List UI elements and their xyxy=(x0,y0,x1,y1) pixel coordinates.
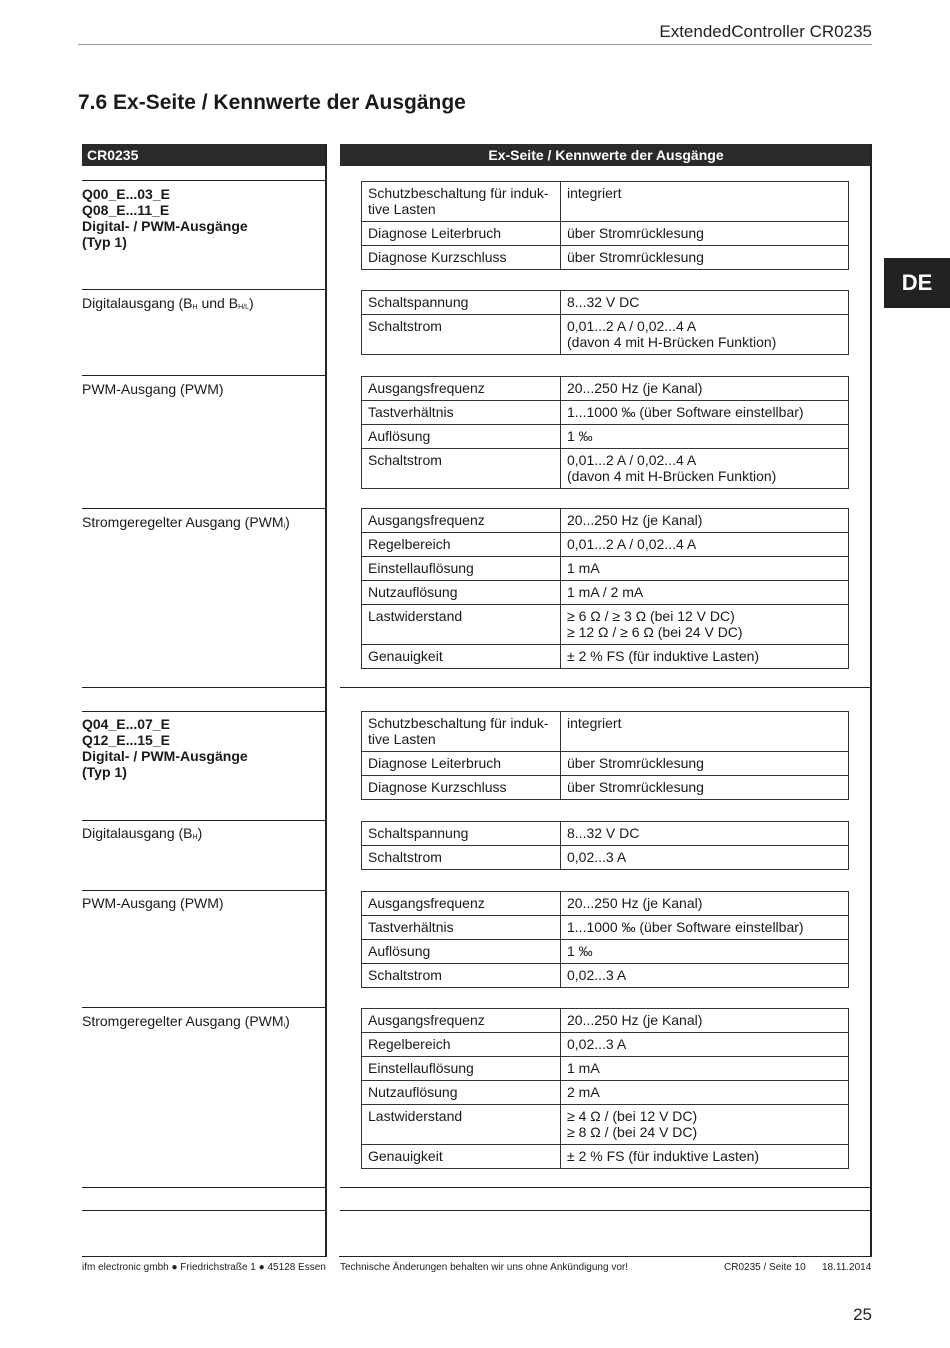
table-row xyxy=(362,401,849,425)
cell-line: (davon 4 mit H-Brücken Funktion) xyxy=(567,334,777,350)
cell-line: 1...1000 ‰ (über Software einstellbar) xyxy=(567,919,804,935)
cell-line: 8...32 V DC xyxy=(567,825,640,841)
spec-key xyxy=(362,1105,561,1145)
spec-value xyxy=(561,605,849,645)
cell-line: tive Lasten xyxy=(368,201,436,217)
spec-key xyxy=(362,752,561,776)
group-label-line: Q04_E...07_E xyxy=(82,716,170,732)
group-label-line: (Typ 1) xyxy=(82,234,127,250)
footer-company: ifm electronic gmbh ● Friedrichstraße 1 ● 45128 Essen xyxy=(82,1262,326,1273)
group-rule xyxy=(82,508,326,509)
spec-value xyxy=(561,1145,849,1169)
cell-line: Einstellauflösung xyxy=(368,1060,474,1076)
cell-line: über Stromrücklesung xyxy=(567,755,704,771)
spec-key xyxy=(362,822,561,846)
table-bottom-left xyxy=(82,1256,327,1257)
cell-line: 1 mA xyxy=(567,560,600,576)
cell-line: ≥ 12 Ω / ≥ 6 Ω (bei 24 V DC) xyxy=(567,624,743,640)
cell-line: Ausgangsfrequenz xyxy=(368,512,485,528)
group-rule xyxy=(82,180,326,181)
spec-table xyxy=(361,1008,849,1169)
spec-key xyxy=(362,246,561,270)
spec-key xyxy=(362,425,561,449)
group-rule xyxy=(82,711,326,712)
spec-key xyxy=(362,315,561,355)
cell-line: ≥ 6 Ω / ≥ 3 Ω (bei 12 V DC) xyxy=(567,608,735,624)
cell-line: (davon 4 mit H-Brücken Funktion) xyxy=(567,468,777,484)
spec-key xyxy=(362,581,561,605)
table-row xyxy=(362,822,849,846)
cell-line: Ausgangsfrequenz xyxy=(368,895,485,911)
table-row xyxy=(362,846,849,870)
spec-value xyxy=(561,916,849,940)
cell-line: Ausgangsfrequenz xyxy=(368,1012,485,1028)
cell-line: Schaltstrom xyxy=(368,967,442,983)
section-rule xyxy=(340,687,871,688)
group-label-line: Digital- / PWM-Ausgänge xyxy=(82,218,248,234)
cell-line: Schutzbeschaltung für induk- xyxy=(368,715,549,731)
table-row xyxy=(362,449,849,489)
cell-line: 20...250 Hz (je Kanal) xyxy=(567,1012,703,1028)
spec-key xyxy=(362,291,561,315)
cell-line: integriert xyxy=(567,185,622,201)
spec-key xyxy=(362,605,561,645)
group-label xyxy=(82,716,322,780)
cell-line: 0,01...2 A / 0,02...4 A xyxy=(567,536,697,552)
table-row xyxy=(362,1009,849,1033)
cell-line: ≥ 8 Ω / (bei 24 V DC) xyxy=(567,1124,698,1140)
cell-line: Genauigkeit xyxy=(368,1148,443,1164)
cell-line: Ausgangsfrequenz xyxy=(368,380,485,396)
spec-key xyxy=(362,222,561,246)
table-row xyxy=(362,940,849,964)
spec-table xyxy=(361,508,849,669)
spec-key xyxy=(362,509,561,533)
cell-line: über Stromrücklesung xyxy=(567,779,704,795)
footer-page-ref: CR0235 / Seite 10 xyxy=(724,1262,806,1273)
cell-line: ± 2 % FS (für induktive Lasten) xyxy=(567,1148,760,1164)
spec-value xyxy=(561,964,849,988)
group-rule xyxy=(82,890,326,891)
table-header-right: Ex-Seite / Kennwerte der Ausgänge xyxy=(340,144,872,166)
cell-line: tive Lasten xyxy=(368,731,436,747)
cell-line: 20...250 Hz (je Kanal) xyxy=(567,380,703,396)
cell-line: Schaltstrom xyxy=(368,452,442,468)
spec-value xyxy=(561,846,849,870)
spec-table xyxy=(361,376,849,489)
cell-line: Schaltstrom xyxy=(368,849,442,865)
spec-table xyxy=(361,290,849,355)
group-rule xyxy=(82,289,326,290)
spec-value xyxy=(561,822,849,846)
cell-line: Auflösung xyxy=(368,943,431,959)
cell-line: Schaltstrom xyxy=(368,318,442,334)
cell-line: Lastwiderstand xyxy=(368,608,463,624)
spec-table xyxy=(361,891,849,988)
group-rule xyxy=(82,1187,326,1188)
spec-value xyxy=(561,246,849,270)
table-row xyxy=(362,557,849,581)
spec-key xyxy=(362,1057,561,1081)
table-row xyxy=(362,581,849,605)
group-label-line: Digital- / PWM-Ausgänge xyxy=(82,748,248,764)
spec-key xyxy=(362,846,561,870)
spec-value xyxy=(561,377,849,401)
spec-value xyxy=(561,449,849,489)
cell-line: 20...250 Hz (je Kanal) xyxy=(567,895,703,911)
spec-value xyxy=(561,892,849,916)
group-rule xyxy=(82,820,326,821)
cell-line: Auflösung xyxy=(368,428,431,444)
header-rule xyxy=(78,44,872,45)
spec-value xyxy=(561,940,849,964)
group-label-line: Q12_E...15_E xyxy=(82,732,170,748)
table-row xyxy=(362,425,849,449)
table-row xyxy=(362,182,849,222)
table-row xyxy=(362,752,849,776)
cell-line: 0,02...3 A xyxy=(567,849,627,865)
language-tab[interactable]: DE xyxy=(884,258,950,308)
table-row xyxy=(362,377,849,401)
cell-line: Lastwiderstand xyxy=(368,1108,463,1124)
spec-key xyxy=(362,533,561,557)
spec-key xyxy=(362,645,561,669)
cell-line: Schaltspannung xyxy=(368,294,469,310)
group-label xyxy=(82,186,322,250)
spec-key xyxy=(362,1009,561,1033)
cell-line: Schaltspannung xyxy=(368,825,469,841)
spec-key xyxy=(362,776,561,800)
table-row xyxy=(362,291,849,315)
spec-value xyxy=(561,509,849,533)
spec-key xyxy=(362,182,561,222)
group-label-line: (Typ 1) xyxy=(82,764,127,780)
cell-line: Diagnose Leiterbruch xyxy=(368,755,502,771)
table-row xyxy=(362,509,849,533)
cell-line: über Stromrücklesung xyxy=(567,249,704,265)
cell-line: Nutzauflösung xyxy=(368,1084,458,1100)
spec-table xyxy=(361,711,849,800)
spec-value xyxy=(561,222,849,246)
table-row xyxy=(362,222,849,246)
cell-line: Diagnose Kurzschluss xyxy=(368,249,507,265)
column-divider-right xyxy=(870,144,872,1257)
table-row xyxy=(362,1145,849,1169)
table-row xyxy=(362,315,849,355)
cell-line: 0,02...3 A xyxy=(567,967,627,983)
spec-value xyxy=(561,182,849,222)
spec-key xyxy=(362,940,561,964)
table-bottom-right xyxy=(339,1256,872,1257)
group-label: Stromgeregelter Ausgang $(PWM_i)$ xyxy=(82,514,290,530)
group-label: PWM-Ausgang (PWM) xyxy=(82,895,224,911)
group-label: PWM-Ausgang (PWM) xyxy=(82,381,224,397)
cell-line: 1 ‰ xyxy=(567,428,593,444)
spec-key xyxy=(362,401,561,425)
spec-value xyxy=(561,1009,849,1033)
table-row xyxy=(362,964,849,988)
cell-line: Regelbereich xyxy=(368,536,451,552)
group-rule xyxy=(82,687,326,688)
cell-line: Tastverhältnis xyxy=(368,404,454,420)
table-row xyxy=(362,1105,849,1145)
cell-line: Schutzbeschaltung für induk- xyxy=(368,185,549,201)
spec-value xyxy=(561,712,849,752)
column-divider-left xyxy=(325,144,327,1257)
cell-line: über Stromrücklesung xyxy=(567,225,704,241)
spec-value xyxy=(561,557,849,581)
spec-key xyxy=(362,557,561,581)
spec-value xyxy=(561,776,849,800)
table-row xyxy=(362,533,849,557)
spec-value xyxy=(561,1057,849,1081)
cell-line: Diagnose Leiterbruch xyxy=(368,225,502,241)
cell-line: Tastverhältnis xyxy=(368,919,454,935)
cell-line: ≥ 4 Ω / (bei 12 V DC) xyxy=(567,1108,698,1124)
table-row xyxy=(362,712,849,752)
cell-line: Nutzauflösung xyxy=(368,584,458,600)
table-row xyxy=(362,645,849,669)
spec-key xyxy=(362,1033,561,1057)
spec-key xyxy=(362,916,561,940)
cell-line: ± 2 % FS (für induktive Lasten) xyxy=(567,648,760,664)
spec-value xyxy=(561,581,849,605)
table-row xyxy=(362,1033,849,1057)
spec-value xyxy=(561,315,849,355)
spec-key xyxy=(362,712,561,752)
cell-line: 0,01...2 A / 0,02...4 A xyxy=(567,318,697,334)
section-title: 7.6 Ex-Seite / Kennwerte der Ausgänge xyxy=(78,91,466,114)
group-label: Digitalausgang ($B_H$ und $B_{H/L}$) xyxy=(82,295,254,311)
cell-line: 8...32 V DC xyxy=(567,294,640,310)
table-row xyxy=(362,776,849,800)
table-row xyxy=(362,916,849,940)
group-rule xyxy=(82,1210,326,1211)
group-rule xyxy=(82,1007,326,1008)
spec-table xyxy=(361,181,849,270)
spec-value xyxy=(561,752,849,776)
spec-value xyxy=(561,1081,849,1105)
spec-key xyxy=(362,377,561,401)
table-header-left: CR0235 xyxy=(82,144,326,166)
footer-notice: Technische Änderungen behalten wir uns ohne Ankündigung vor! xyxy=(340,1262,628,1273)
table-row xyxy=(362,605,849,645)
spec-value xyxy=(561,425,849,449)
spec-value xyxy=(561,291,849,315)
cell-line: 2 mA xyxy=(567,1084,600,1100)
cell-line: 1 mA xyxy=(567,1060,600,1076)
spec-value xyxy=(561,645,849,669)
spec-value xyxy=(561,401,849,425)
cell-line: 1...1000 ‰ (über Software einstellbar) xyxy=(567,404,804,420)
cell-line: 0,01...2 A / 0,02...4 A xyxy=(567,452,697,468)
group-label-line: Q00_E...03_E xyxy=(82,186,170,202)
group-label: Stromgeregelter Ausgang $(PWM_i)$ xyxy=(82,1013,290,1029)
spec-value xyxy=(561,1105,849,1145)
cell-line: Diagnose Kurzschluss xyxy=(368,779,507,795)
cell-line: 1 ‰ xyxy=(567,943,593,959)
cell-line: 1 mA / 2 mA xyxy=(567,584,644,600)
spec-key xyxy=(362,1081,561,1105)
table-row xyxy=(362,1057,849,1081)
spec-key xyxy=(362,964,561,988)
cell-line: 20...250 Hz (je Kanal) xyxy=(567,512,703,528)
spec-value xyxy=(561,1033,849,1057)
cell-line: Regelbereich xyxy=(368,1036,451,1052)
cell-line: Genauigkeit xyxy=(368,648,443,664)
spec-key xyxy=(362,449,561,489)
cell-line: Einstellauflösung xyxy=(368,560,474,576)
group-rule xyxy=(82,375,326,376)
spec-table xyxy=(361,821,849,870)
spec-key xyxy=(362,1145,561,1169)
section-rule xyxy=(340,1210,871,1211)
table-row xyxy=(362,1081,849,1105)
cell-line: 0,02...3 A xyxy=(567,1036,627,1052)
section-rule xyxy=(340,1187,871,1188)
cell-line: integriert xyxy=(567,715,622,731)
table-row xyxy=(362,892,849,916)
group-label-line: Q08_E...11_E xyxy=(82,202,170,218)
spec-key xyxy=(362,892,561,916)
header-title: ExtendedController CR0235 xyxy=(659,22,872,41)
footer-date: 18.11.2014 xyxy=(822,1262,872,1273)
table-row xyxy=(362,246,849,270)
page-number: 25 xyxy=(853,1305,872,1324)
spec-value xyxy=(561,533,849,557)
group-label: Digitalausgang $(B_H)$ xyxy=(82,825,203,841)
